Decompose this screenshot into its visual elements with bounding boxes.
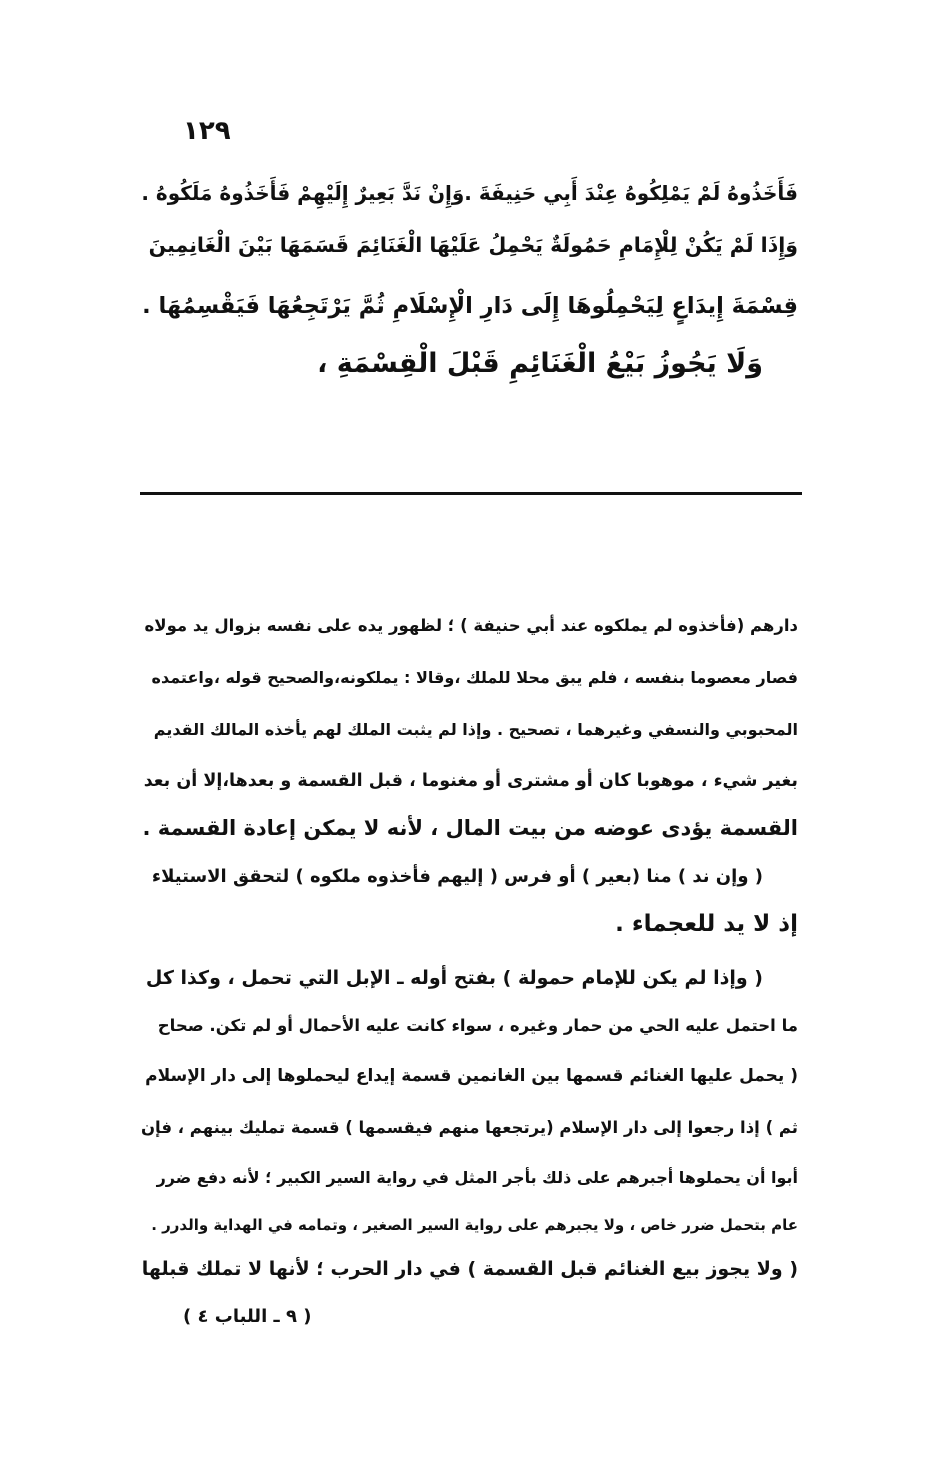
sharh-line: ( ولا يجوز بيع الغنائم قبل القسمة ) في دار الحرب ؛ لأنها لا تملك قبلها [141, 1258, 798, 1280]
sharh-line: المحبوبي والنسفي وغيرهما ، تصحيح . وإذا لم يثبت الملك لهم يأخذه المالك القديم [153, 720, 798, 739]
sharh-line: ثم ) إذا رجعوا إلى دار الإسلام (يرتجعها منهم فيقسمها ) قسمة تمليك بينهم ، فإن [140, 1118, 798, 1137]
sharh-line: عام بتحمل ضرر خاص ، ولا يجبرهم على رواية السير الصغير ، وتمامه في الهداية والدرر . [151, 1216, 798, 1234]
signature-mark: ( ٩ ـ اللباب ٤ ) [183, 1306, 312, 1327]
sharh-line: ما احتمل عليه الحي من حمار وغيره ، سواء كانت عليه الأحمال أو لم تكن. صحاح [157, 1016, 798, 1035]
matn-line: وَإِذَا لَمْ يَكُنْ لِلْإِمَامِ حَمُولَةٌ يَحْمِلُ عَلَيْهَا الْغَنَائِمَ قَسَمَهَا بَيْنَ الْغَانِمِينَ [148, 233, 798, 257]
sharh-line: ( وإذا لم يكن للإمام حمولة ) بفتح أوله ـ الإبل التي تحمل ، وكذا كل [145, 967, 763, 989]
sharh-line: أبوا أن يحملوها أجبرهم على ذلك بأجر المثل في رواية السير الكبير ؛ لأنه دفع ضرر [156, 1168, 798, 1187]
sharh-line: بغير شيء ، موهوبا كان أو مشترى أو مغنوما ، قبل القسمة و بعدها،إلا أن بعد [143, 771, 798, 791]
sharh-line: إذ لا يد للعجماء . [615, 911, 798, 937]
matn-line: فَأَخَذُوهُ لَمْ يَمْلِكُوهُ عِنْدَ أَبِي حَنِيفَةَ .وَإِنْ نَدَّ بَعِيرٌ إِلَيْهِمْ فَأَخَذُوهُ مَلَكُوهُ . [141, 181, 798, 205]
page-number: ١٢٩ [183, 116, 231, 146]
matn-line: قِسْمَةَ إِيدَاعٍ لِيَحْمِلُوهَا إِلَى دَارِ الْإِسْلَامِ ثُمَّ يَرْتَجِعُهَا فَيَقْسِمُهَا . [142, 293, 798, 319]
sharh-line: فصار معصوما بنفسه ، فلم يبق محلا للملك ،وقالا : يملكونه،والصحيح قوله ،واعتمده [151, 668, 798, 687]
matn-line: وَلَا يَجُوزُ بَيْعُ الْغَنَائِمِ قَبْلَ الْقِسْمَةِ ، [317, 348, 763, 379]
section-divider [140, 492, 802, 495]
sharh-line: دارهم (فأخذوه لم يملكوه عند أبي حنيفة ) ؛ لظهور يده على نفسه بزوال يد مولاه [144, 616, 798, 635]
sharh-line: ( وإن ند ) منا (بعير ) أو فرس ( إليهم فأخذوه ملكوه ) لتحقق الاستيلاء [151, 866, 763, 887]
sharh-line: ( يحمل عليها الغنائم قسمها بين الغانمين قسمة إيداع ليحملوها إلى دار الإسلام [145, 1066, 798, 1086]
sharh-line: القسمة يؤدى عوضه من بيت المال ، لأنه لا يمكن إعادة القسمة . [142, 816, 798, 840]
